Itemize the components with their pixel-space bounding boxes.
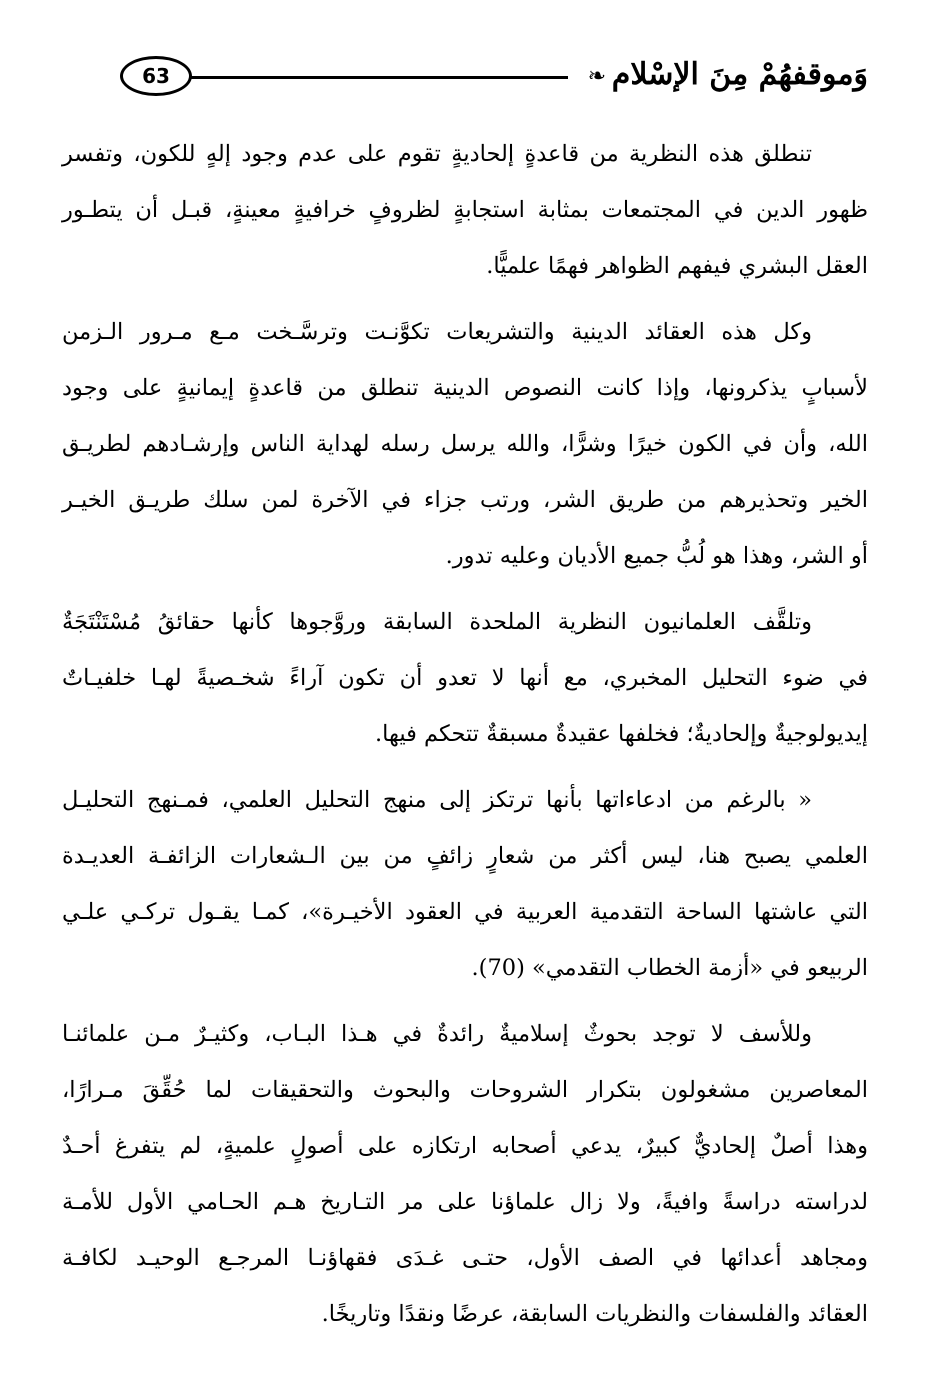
header-rule [186,76,568,79]
text-line: العقل البشري فيفهم الظواهر فهمًا علميًّا. [486,253,868,279]
text-line: الله، وأن في الكون خيرًا وشرًّا، والله يرسل رسله لهداية الناس وإرشـادهم لطريـق [62,431,868,457]
page-body [62,126,868,1342]
paragraph-1 [62,126,868,294]
text-line: « بالرغم من ادعاءاتها بأنها ترتكز إلى منهج التحليل العلمي، فمـنهج التحليـل [62,787,812,813]
paragraph-2 [62,304,868,584]
text-line: أو الشر، وهذا هو لُبُّ جميع الأديان وعليه تدور. [445,543,868,569]
text-line: في ضوء التحليل المخبري، مع أنها لا تعدو أن تكون آراءً شخـصيةً لهـا خلفيـاتٌ [62,665,868,691]
text-line: وهذا أصلٌ إلحاديٌّ كبيرٌ، يدعي أصحابه ارتكازه على أصولٍ علميةٍ، لم يتفرغ أحـدٌ [62,1133,868,1159]
header-ornament-icon: ❧ [587,64,606,89]
text-line: إيديولوجيةٌ وإلحاديةٌ؛ فخلفها عقيدةٌ مسبقةٌ تتحكم فيها. [374,721,868,747]
text-line: الخير وتحذيرهم من طريق الشر، ورتب جزاء في الآخرة لمن سلك طريـق الخيـر [62,487,868,513]
text-line: العقائد والفلسفات والنظريات السابقة، عرضًا ونقدًا وتاريخًا. [321,1301,868,1327]
text-line: التي عاشتها الساحة التقدمية العربية في العقود الأخيـرة»، كمـا يقـول تركـي علـي [62,899,868,925]
text-line: وكل هذه العقائد الدينية والتشريعات تكوَّنـت وترسَّـخت مـع مـرور الـزمن [62,319,812,345]
page-number-badge: 63 [120,56,192,96]
paragraph-5 [62,1006,868,1342]
text-line: لدراسته دراسةً وافيةً، ولا زال علماؤنا على مر التـاريخ هـم الحـامي الأول للأمـة [62,1189,868,1215]
text-line: العلمي يصبح هنا، ليس أكثر من شعارٍ زائفٍ من بين الـشعارات الزائفـة العديـدة [62,843,868,869]
text-line: ومجاهد أعدائها في الصف الأول، حتـى غـدَى فقهاؤنـا المرجـع الوحيـد لكافـة [62,1245,868,1271]
text-line: الربيعو في «أزمة الخطاب التقدمي» (70). [471,955,868,981]
text-line: لأسبابٍ يذكرونها، وإذا كانت النصوص الدينية تنطلق من قاعدةٍ إيمانيةٍ على وجود [62,375,868,401]
page-header [120,52,868,108]
text-line: وللأسف لا توجد بحوثٌ إسلاميةٌ رائدةٌ في هـذا البـاب، وكثيـرٌ مـن علمائنـا [62,1021,812,1047]
paragraph-3 [62,594,868,762]
text-line: وتلقَّف العلمانيون النظرية الملحدة السابقة وروَّجوها كأنها حقائقُ مُسْتَنْتَجَةٌ [62,609,812,635]
text-line: تنطلق هذه النظرية من قاعدةٍ إلحاديةٍ تقوم على عدم وجود إلهٍ للكون، وتفسر [62,141,812,167]
paragraph-4-quotation [62,772,868,996]
text-line: ظهور الدين في المجتمعات بمثابة استجابةٍ لظروفٍ خرافيةٍ معينةٍ، قبـل أن يتطـور [62,197,868,223]
text-line: المعاصرين مشغولون بتكرار الشروحات والبحوث والتحقيقات لما حُقِّقَ مـرارًا، [62,1077,868,1103]
running-title: وَموقفهُمْ مِنَ الإسْلام [611,57,868,92]
